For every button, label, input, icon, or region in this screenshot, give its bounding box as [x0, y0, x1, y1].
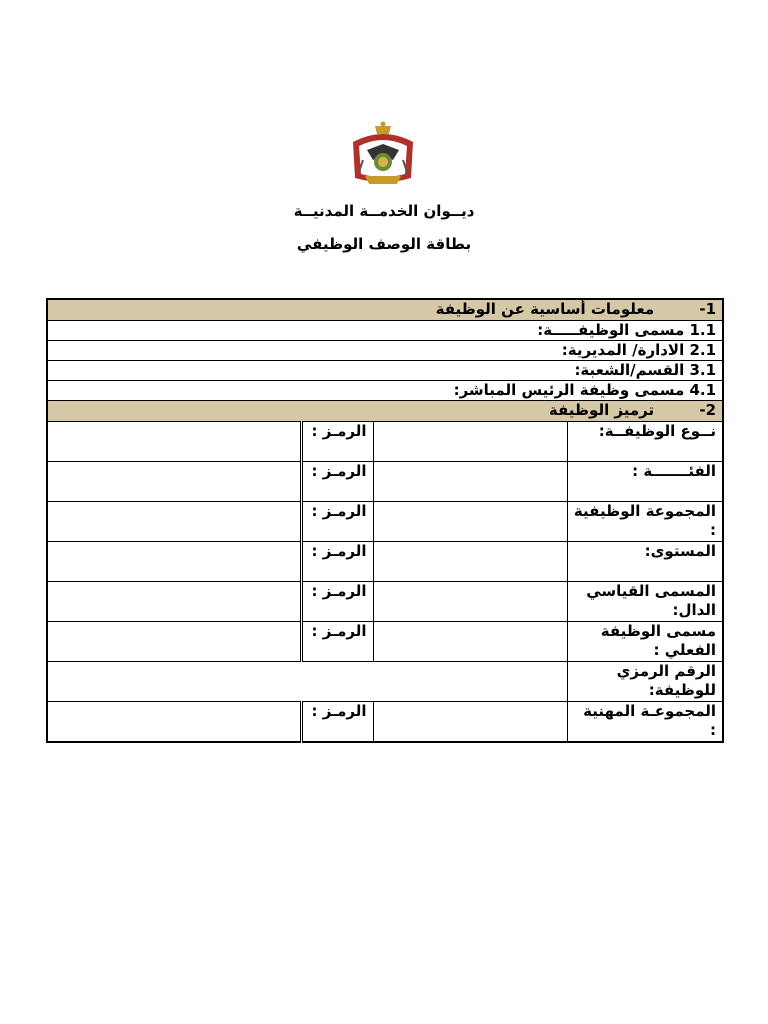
code-value-cell[interactable]: [47, 422, 301, 462]
row-label: مسمى الوظيفة الفعلي :: [567, 622, 723, 662]
table-row: [47, 422, 723, 462]
value-cell[interactable]: [373, 702, 567, 743]
row-label: الرقم الرمزي للوظيفة:: [567, 662, 723, 702]
value-cell[interactable]: [373, 622, 567, 662]
table-row: [47, 622, 723, 662]
code-value-cell[interactable]: [47, 502, 301, 542]
table-row: [47, 582, 723, 622]
code-label: الرمـز :: [301, 702, 373, 743]
table-row: [47, 502, 723, 542]
code-label: الرمـز :: [301, 622, 373, 662]
form-row: [47, 341, 723, 361]
code-value-cell[interactable]: [47, 582, 301, 622]
section-field[interactable]: 3.1 القسم/الشعبة:: [47, 361, 723, 381]
section-header: [47, 299, 723, 321]
table-row: [47, 702, 723, 743]
table-row: [47, 662, 723, 702]
code-value-cell[interactable]: [47, 462, 301, 502]
section-header: [47, 401, 723, 422]
organization-name: ديــوان الخدمــة المدنيــة: [293, 202, 475, 220]
code-value-cell[interactable]: [47, 702, 301, 743]
coat-of-arms-icon: [345, 120, 421, 192]
job-description-form: [46, 298, 724, 743]
job-title-field[interactable]: 1.1 مسمى الوظيفـــــة:: [47, 321, 723, 341]
code-label: الرمـز :: [301, 502, 373, 542]
section-number: 1-: [699, 300, 717, 318]
row-label: نــوع الوظيفــة:: [567, 422, 723, 462]
department-field[interactable]: 2.1 الادارة/ المديرية:: [47, 341, 723, 361]
code-value-cell[interactable]: [47, 622, 301, 662]
value-cell[interactable]: [373, 502, 567, 542]
row-label: المستوى:: [567, 542, 723, 582]
row-label: الفئـــــــة :: [567, 462, 723, 502]
section-title: ترميز الوظيفة: [548, 401, 655, 419]
manager-title-field[interactable]: 4.1 مسمى وظيفة الرئيس المباشر:: [47, 381, 723, 401]
value-cell[interactable]: [373, 462, 567, 502]
card-title: بطاقة الوصف الوظيفي: [296, 235, 472, 253]
table-row: [47, 462, 723, 502]
form-row: [47, 321, 723, 341]
section-title: معلومات أساسية عن الوظيفة: [435, 300, 655, 318]
value-cell[interactable]: [373, 582, 567, 622]
value-cell[interactable]: [373, 542, 567, 582]
value-cell[interactable]: [373, 422, 567, 462]
row-label: المسمى القياسي الدال:: [567, 582, 723, 622]
code-label: الرمـز :: [301, 462, 373, 502]
code-label: الرمـز :: [301, 582, 373, 622]
row-label: المجموعـة المهنية :: [567, 702, 723, 743]
table-row: [47, 542, 723, 582]
form-row: [47, 381, 723, 401]
form-row: [47, 361, 723, 381]
code-label: الرمـز :: [301, 422, 373, 462]
code-value-cell[interactable]: [47, 542, 301, 582]
value-cell[interactable]: [47, 662, 567, 702]
section-number: 2-: [699, 401, 717, 419]
row-label: المجموعة الوظيفية :: [567, 502, 723, 542]
code-label: الرمـز :: [301, 542, 373, 582]
